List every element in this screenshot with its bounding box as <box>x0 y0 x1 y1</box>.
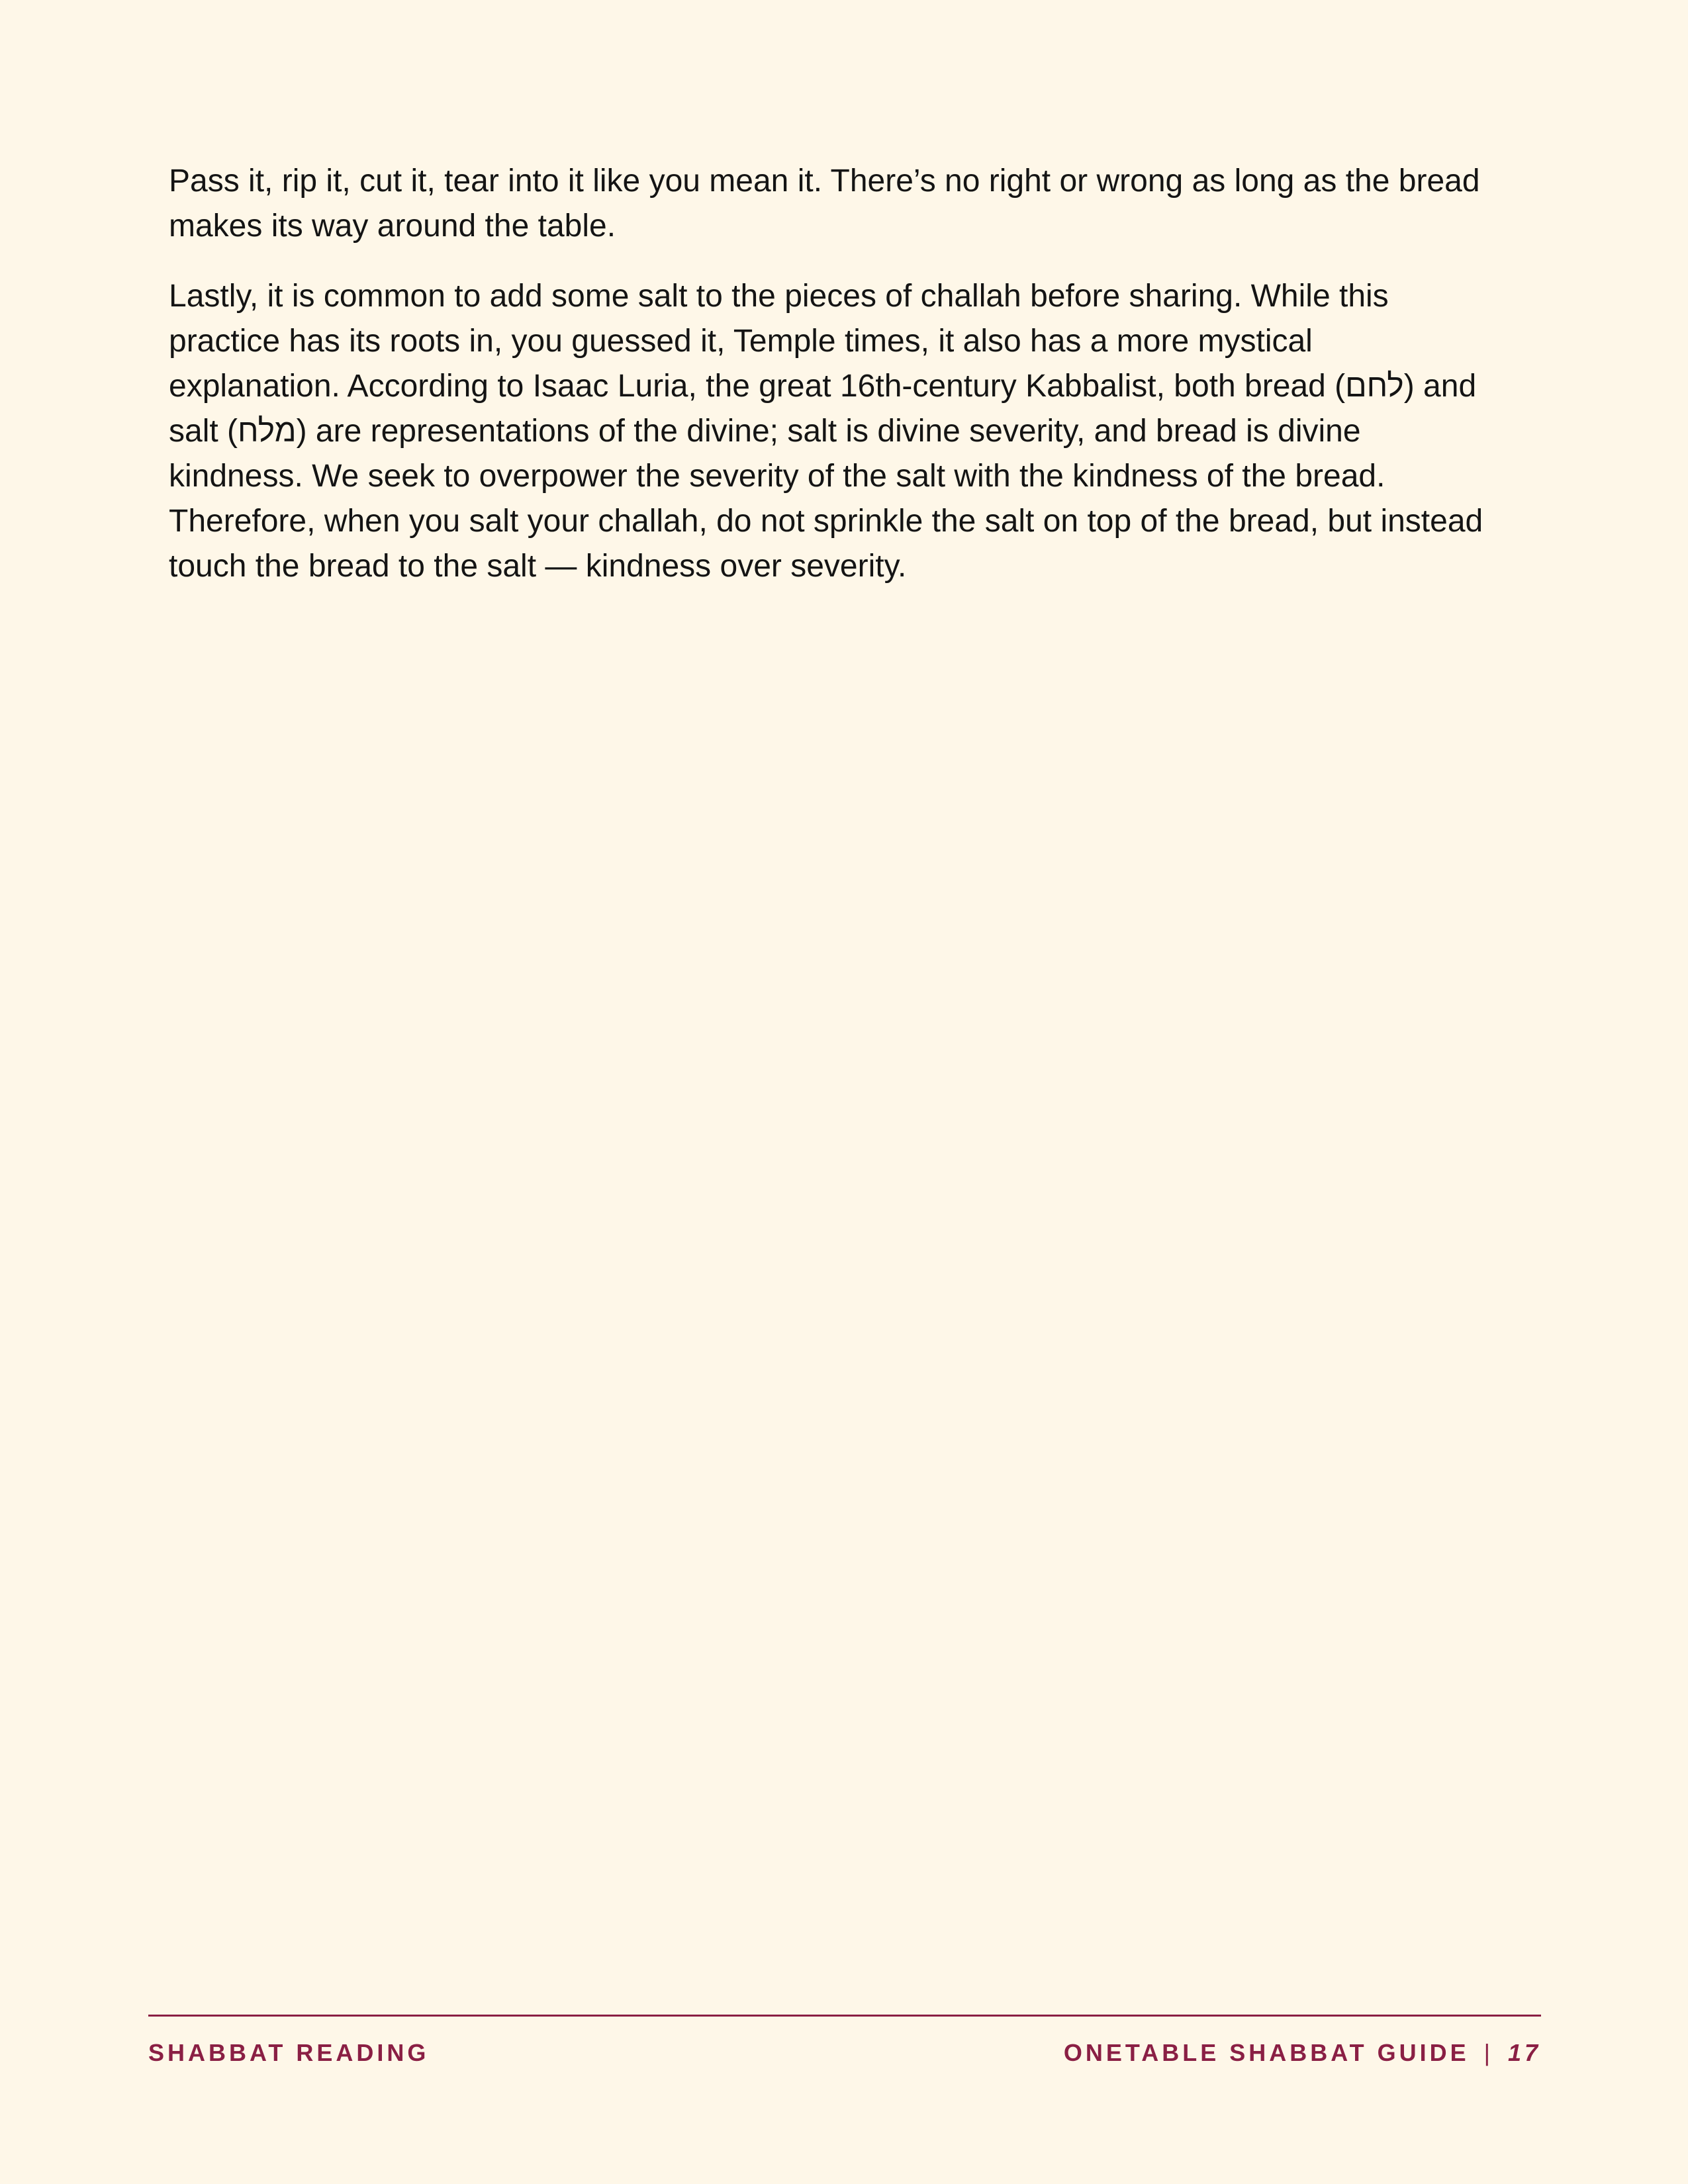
page-body <box>169 159 1493 614</box>
footer-divider <box>148 2015 1541 2017</box>
footer-guide-title: ONETABLE SHABBAT GUIDE <box>1063 2039 1470 2066</box>
body-paragraph-salt: Lastly, it is common to add some salt to the pieces of challah before sharing. While this practice has its roots in, you guessed it, Temple times, it also has a more mystical explanation. According to Isaac Luria, the great 16th-century Kabbalist, both bread (לחם) and salt (מלח) are representations of the divine; salt is divine severity, and bread is divine kindness. We seek to overpower the severity of the salt with the kindness of the bread. Therefore, when you salt your challah, do not sprinkle the salt on top of the bread, but instead touch the bread to the salt — kindness over severity. <box>169 279 1483 584</box>
footer-separator: | <box>1483 2039 1493 2066</box>
page-number: 17 <box>1507 2039 1541 2066</box>
footer-guide-info <box>1064 2038 1541 2068</box>
footer-section-label: SHABBAT READING <box>148 2039 430 2066</box>
body-paragraph-passing: Pass it, rip it, cut it, tear into it like you mean it. There’s no right or wrong as long as the bread makes its way around the table. <box>169 163 1480 244</box>
